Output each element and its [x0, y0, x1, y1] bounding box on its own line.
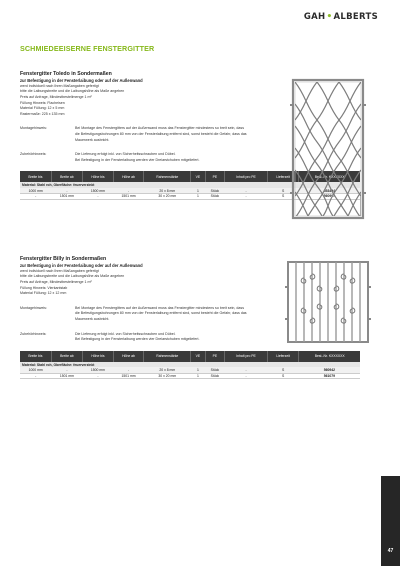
table-cell: 1501 mm: [113, 373, 143, 379]
column-header: Höhe bis: [83, 351, 114, 362]
table-cell: 1000 mm: [20, 188, 51, 194]
table-row: [20, 373, 360, 379]
product-subtitle: zur Befestigung in der Fensterlaibung oder auf der Außenwand: [20, 77, 143, 83]
brand-logo-left: GAH: [303, 12, 326, 22]
accessory-text: [75, 152, 300, 163]
table-cell: -: [83, 194, 114, 200]
accessory-line: Die Lieferung erfolgt inkl. von Sicherheitsschrauben und Dübel.: [75, 152, 176, 157]
column-header: Rahmenstärke: [144, 171, 191, 182]
table-cell: S: [267, 373, 299, 379]
column-header: Höhe ab: [113, 351, 143, 362]
product-title: Fenstergitter Toledo in Sondermaßen: [20, 71, 112, 77]
description-line: Füllung Hinweis: Vierkantstab: [20, 285, 68, 290]
accessory-label: Zubehörhinweis:: [20, 331, 47, 336]
description-line: Preis auf Anfrage, Mindestbestellmenge 1 m²: [20, 280, 92, 285]
table-cell: 20 x 8 mm: [144, 188, 191, 194]
accessory-line: Bei Befestigung in der Fensterlaibung werden vier Dreiarstchuben mitgeliefert.: [75, 337, 200, 342]
column-header: PE: [205, 351, 225, 362]
window-grille-toledo-image: [288, 76, 370, 222]
column-header: Breite ab: [51, 351, 82, 362]
description-line: Material Füllung: 12 x 12 mm: [20, 291, 67, 296]
mounting-line: die Befestigungsbohrungen 80 mm von der Fensterlaibung entfernt sind, sonst besteht die Gefahr, dass das: [75, 132, 247, 137]
column-header: VE: [191, 171, 205, 182]
table-cell: 1: [191, 367, 205, 373]
table-cell: 1: [191, 194, 205, 200]
description-line: werd individuell nach Ihren Maßangaben gefertigt: [20, 268, 99, 273]
accessory-line: Die Lieferung erfolgt inkl. von Sicherheitsschrauben und Dübel.: [75, 331, 176, 336]
table-cell: Stück: [205, 188, 225, 194]
table-cell: -: [225, 194, 268, 200]
description-line: werd individuell nach Ihren Maßangaben gefertigt: [20, 83, 99, 88]
column-header: Inhalt pro PE: [225, 351, 268, 362]
table-cell: 1501 mm: [51, 373, 82, 379]
table-cell: 30 x 20 mm: [144, 373, 191, 379]
table-cell: -: [225, 373, 268, 379]
table-cell: -: [83, 373, 114, 379]
mounting-line: die Befestigungsbohrungen 80 mm von der Fensterlaibung entfernt sind, sonst besteht die Gefahr, dass das: [75, 311, 247, 316]
description-line: Füllung Hinweis: Flacheisen: [20, 100, 65, 105]
product-subtitle: zur Befestigung in der Fensterlaibung oder auf der Außenwand: [20, 262, 143, 268]
table-header-row: [20, 351, 360, 362]
description-line: Rastermaße: 225 x 135 mm: [20, 111, 65, 116]
column-header: Breite bis: [20, 171, 51, 182]
table-cell: Stück: [205, 194, 225, 200]
table-cell: 1501 mm: [51, 194, 82, 200]
mounting-line: Bei Montage des Fenstergitters auf der Außenwand muss das Fenstergitter mindestens so breit sein, dass: [75, 305, 244, 310]
table-cell: S: [267, 367, 299, 373]
table-cell: Stück: [205, 373, 225, 379]
spec-table: [20, 351, 360, 379]
column-header: Höhe ab: [113, 171, 143, 182]
table-cell: -: [51, 188, 82, 194]
table-cell: S: [267, 188, 299, 194]
description-line: bitte die Laibungsbreite und die Laibungshöhe als Maße angeben: [20, 89, 125, 94]
column-header: Rahmenstärke: [144, 351, 191, 362]
table-cell: -: [225, 188, 268, 194]
table-cell: -: [51, 367, 82, 373]
table-cell: -: [113, 188, 143, 194]
material-text: Material: Stahl roh, Oberfläche: feuerverzinkt: [20, 362, 360, 368]
table-cell: 20 x 8 mm: [144, 367, 191, 373]
brand-logo: [304, 12, 378, 22]
description-line: Material Füllung: 12 x 5 mm: [20, 106, 65, 111]
mounting-line: Mauerwerk ausbricht.: [75, 137, 110, 142]
article-number: 561079: [299, 373, 360, 379]
column-header: PE: [205, 171, 225, 182]
column-header: Lieferzeit: [267, 351, 299, 362]
mounting-line: Bei Montage des Fenstergitters auf der Außenwand muss das Fenstergitter mindestens so breit sein, dass: [75, 126, 244, 131]
article-number: 553494: [299, 188, 360, 194]
column-header: VE: [191, 351, 205, 362]
table-cell: Stück: [205, 367, 225, 373]
window-grille-billy-image: [282, 256, 374, 348]
column-header: Breite bis: [20, 351, 51, 362]
column-header: Best.-Nr. KXXXXXX: [299, 171, 360, 182]
table-cell: -: [20, 194, 51, 200]
description-line: Preis auf Anfrage, Mindestbestellmenge 1 m²: [20, 95, 92, 100]
material-text: Material: Stahl roh, Oberfläche: feuerverzinkt: [20, 182, 360, 188]
column-header: Lieferzeit: [267, 171, 299, 182]
article-number: 560942: [299, 367, 360, 373]
brand-logo-right: ALBERTS: [333, 12, 378, 22]
brand-logo-separator: •: [326, 12, 333, 22]
accessory-text: [75, 332, 300, 343]
article-number: 560997: [299, 194, 360, 200]
table-cell: 1: [191, 373, 205, 379]
column-header: Best.-Nr. KXXXXXX: [299, 351, 360, 362]
table-cell: 1500 mm: [83, 188, 114, 194]
table-cell: -: [113, 367, 143, 373]
page-number: 47: [387, 548, 394, 554]
accessory-label: Zubehörhinweis:: [20, 152, 47, 157]
description-line: bitte die Laibungsbreite und die Laibungshöhe als Maße angeben: [20, 274, 125, 279]
mounting-text: [75, 126, 300, 143]
mounting-line: Mauerwerk ausbricht.: [75, 317, 110, 322]
mounting-label: Montagehinweis:: [20, 305, 47, 310]
table-cell: 1500 mm: [83, 367, 114, 373]
table-cell: -: [225, 367, 268, 373]
accessory-line: Bei Befestigung in der Fensterlaibung werden vier Dreiarstchuben mitgeliefert.: [75, 157, 200, 162]
section-title: SCHMIEDEEISERNE FENSTERGITTER: [20, 44, 155, 53]
mounting-label: Montagehinweis:: [20, 126, 47, 131]
column-header: Inhalt pro PE: [225, 171, 268, 182]
product-title: Fenstergitter Billy in Sondermaßen: [20, 256, 107, 262]
column-header: Höhe bis: [83, 171, 114, 182]
column-header: Breite ab: [51, 171, 82, 182]
mounting-text: [75, 306, 300, 323]
table-cell: 1000 mm: [20, 367, 51, 373]
table-cell: -: [20, 373, 51, 379]
table-cell: S: [267, 194, 299, 200]
table-cell: 1: [191, 188, 205, 194]
table-cell: 30 x 20 mm: [144, 194, 191, 200]
table-cell: 1501 mm: [113, 194, 143, 200]
